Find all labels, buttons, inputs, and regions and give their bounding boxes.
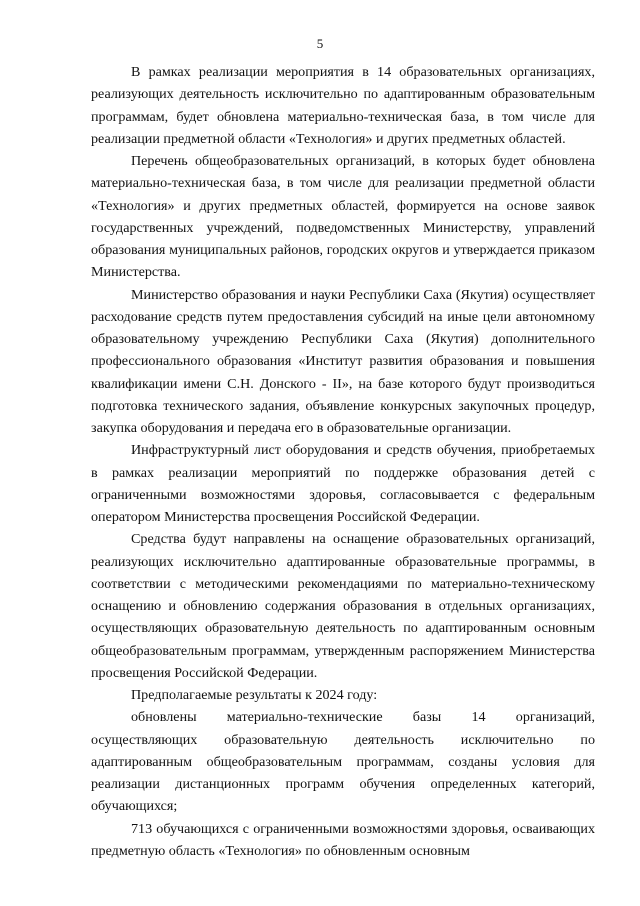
document-body [91,61,595,862]
paragraph-modernization-scope: В рамках реализации мероприятия в 14 образовательных организациях, реализующих деятельность исключительно по адаптированным образовательным программам, будет обновлена материально-техническая база, в том числе для реализации предметной области «Технология» и других предметных областей. [91,64,595,147]
paragraph-result-students: 713 обучающихся с ограниченными возможностями здоровья, осваивающих предметную область «Технология» по обновленным основным [91,820,595,859]
paragraph-infrastructure-list: Инфраструктурный лист оборудования и средств обучения, приобретаемых в рамках реализации мероприятий по поддержке образования детей с ограниченными возможностями здоровья, согласовывается с федеральным оператором Министерства просвещения Российской Федерации. [91,442,595,525]
paragraph-funds-allocation: Средства будут направлены на оснащение образовательных организаций, реализующих исключительно адаптированные образовательные программы, в соответствии с методическими рекомендациями по материально-техническому оснащению и обновлению содержания образования в отдельных организациях, осуществляющих образовательную деятельность по адаптированным основным общеобразовательным программам, утвержденным распоряжением Министерства просвещения Российской Федерации. [91,531,595,681]
paragraph-organization-list: Перечень общеобразовательных организаций, в которых будет обновлена материально-техническая база, в том числе для реализации предметной области «Технология» и других предметных областей, формируется на основе заявок государственных учреждений, подведомственных Министерству, управлений образования муниципальных районов, городских округов и утверждается приказом Министерства. [91,153,595,281]
paragraph-ministry-funding: Министерство образования и науки Республики Саха (Якутия) осуществляет расходование средств путем предоставления субсидий на иные цели автономному образовательному учреждению Республики Саха (Якутия) дополнительного профессионального образования «Институт развития образования и повышения квалификации имени С.Н. Донского - II», на базе которого будут производиться подготовка технического задания, объявление конкурсных закупочных процедур, закупка оборудования и передача его в образовательные организации. [91,286,595,436]
page-number: 5 [316,36,324,51]
paragraph-result-bases-updated: обновлены материально-технические базы 14 организаций, осуществляющих образовательную деятельность исключительно по адаптированным общеобразовательным программам, созданы условия для реализации дистанционных программ обучения определенных категорий, обучающихся; [91,709,595,815]
paragraph-expected-results-heading: Предполагаемые результаты к 2024 году: [131,687,378,703]
